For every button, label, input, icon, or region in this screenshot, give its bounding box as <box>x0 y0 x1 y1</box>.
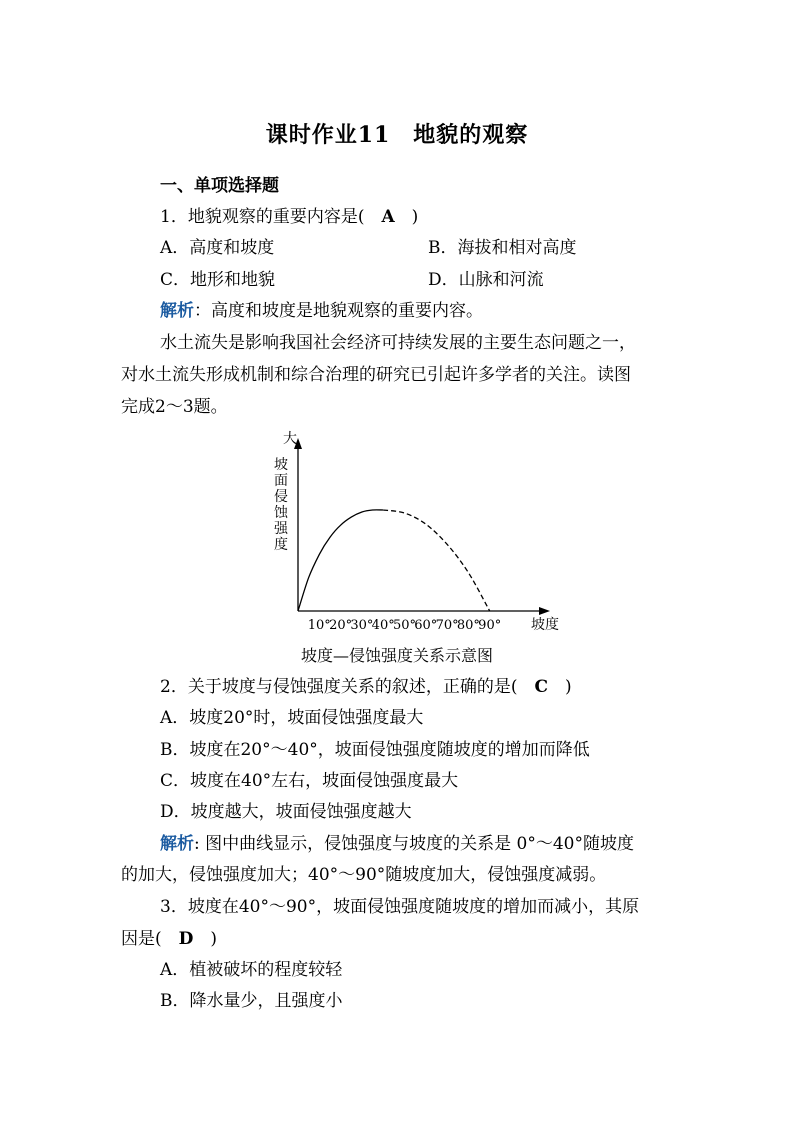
q2-option-b: B．坡度在20°～40°，坡面侵蚀强度随坡度的增加而降低 <box>160 740 590 760</box>
q2-analysis-line-1 <box>160 833 634 855</box>
q2-option-c: C．坡度在40°左右，坡面侵蚀强度最大 <box>160 771 459 791</box>
q2-analysis-text-1: : 图中曲线显示，侵蚀强度与坡度的关系是 0°～40°随坡度 <box>194 834 634 854</box>
y-axis-label <box>274 457 289 553</box>
x-axis-label: 坡度 <box>531 617 559 633</box>
y-axis-label-char: 侵 <box>274 489 288 505</box>
q3-option-b: B．降水量少，且强度小 <box>160 991 343 1011</box>
question-2-stem <box>160 676 572 698</box>
passage-line-2: 对水土流失形成机制和综合治理的研究已引起许多学者的关注。读图 <box>121 365 631 385</box>
y-axis-label-char: 坡 <box>274 457 288 473</box>
question-2-close: ) <box>547 677 572 697</box>
x-tick-label: 50° <box>392 618 417 633</box>
chart-caption: 坡度—侵蚀强度关系示意图 <box>300 646 493 665</box>
q2-analysis-label: 解析 <box>160 834 194 854</box>
x-tick-label: 20° <box>329 618 353 633</box>
x-tick-label: 40° <box>371 618 395 633</box>
q2-analysis-line-2: 的加大，侵蚀强度加大；40°～90°随坡度加大，侵蚀强度减弱。 <box>121 865 607 885</box>
x-tick-label: 90° <box>478 618 502 633</box>
page-title: 课时作业11 地貌的观察 <box>265 122 529 148</box>
question-1-stem <box>160 206 418 228</box>
x-axis-arrow <box>539 607 550 615</box>
q1-option-a: A．高度和坡度 <box>160 238 275 258</box>
question-2-text: 2．关于坡度与侵蚀强度关系的叙述，正确的是( <box>160 677 535 697</box>
y-axis-label-char: 面 <box>274 473 288 489</box>
question-3-stem-line-1: 3．坡度在40°～90°，坡面侵蚀强度随坡度的增加而减小，其原 <box>160 897 640 917</box>
q3-option-a: A．植被破坏的程度较轻 <box>160 960 343 980</box>
x-tick-labels <box>308 618 501 633</box>
x-tick-label: 30° <box>350 618 374 633</box>
question-1-answer: A <box>381 207 395 227</box>
x-tick-label: 80° <box>456 618 480 633</box>
q1-option-c: C．地形和地貌 <box>160 270 276 290</box>
passage-line-1: 水土流失是影响我国社会经济可持续发展的主要生态问题之一， <box>160 333 636 353</box>
y-axis-label-char: 度 <box>274 537 288 553</box>
x-tick-label: 70° <box>435 618 459 633</box>
question-1-close: ) <box>394 207 419 227</box>
question-2-answer: C <box>534 677 548 697</box>
q2-option-a: A．坡度20°时，坡面侵蚀强度最大 <box>160 708 424 728</box>
slope-erosion-chart <box>260 425 570 640</box>
q2-option-d: D．坡度越大，坡面侵蚀强度越大 <box>160 802 412 822</box>
question-3-answer: D <box>178 929 194 949</box>
x-tick-label: 60° <box>414 618 438 633</box>
question-1-text: 1．地貌观察的重要内容是( <box>160 207 382 227</box>
section-heading: 一、单项选择题 <box>160 176 279 196</box>
question-3-text: 因是( <box>121 929 179 949</box>
x-tick-label: 10° <box>307 618 331 633</box>
q1-analysis-text: ：高度和坡度是地貌观察的重要内容。 <box>194 301 483 321</box>
q1-option-b: B．海拔和相对高度 <box>428 238 577 258</box>
y-axis-top-label: 大 <box>283 431 297 447</box>
y-axis-label-char: 蚀 <box>274 505 288 521</box>
y-axis-label-char: 强 <box>274 521 288 537</box>
erosion-curve-dashed <box>383 510 490 611</box>
passage-line-3: 完成2～3题。 <box>121 397 228 417</box>
question-3-stem-line-2 <box>121 928 217 950</box>
question-3-close: ) <box>193 929 218 949</box>
q1-option-d: D．山脉和河流 <box>428 270 544 290</box>
erosion-curve-solid <box>298 510 383 611</box>
q1-analysis <box>160 300 483 322</box>
q1-analysis-label: 解析 <box>160 301 194 321</box>
